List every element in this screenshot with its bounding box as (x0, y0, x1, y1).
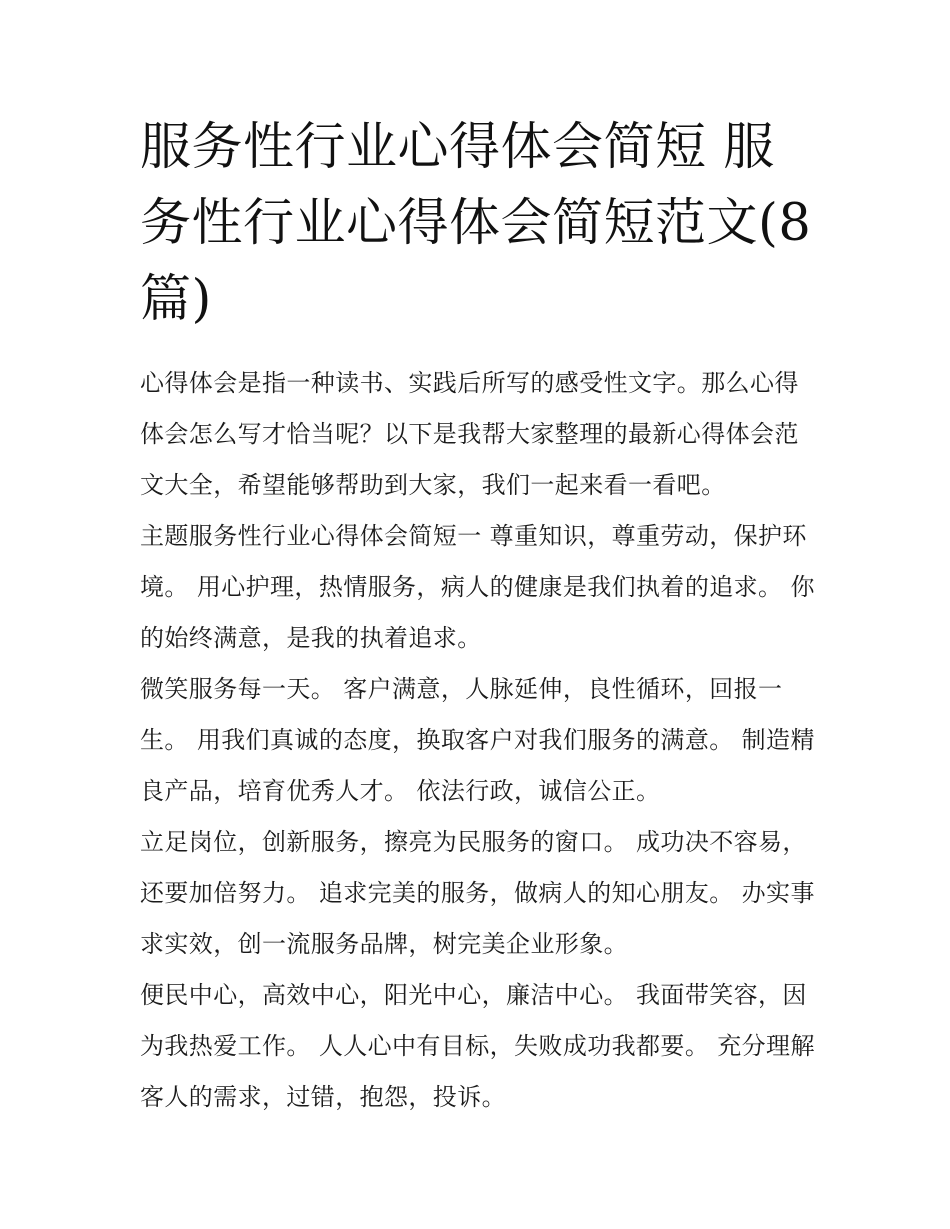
paragraph-1: 主题服务性行业心得体会简短一 尊重知识，尊重劳动，保护环境。 用心护理，热情服务，病人的健康是我们执着的追求。 你的始终满意，是我的执着追求。 (140, 522, 815, 652)
document-body (140, 358, 820, 1123)
document-content (140, 110, 820, 1123)
paragraph-3: 立足岗位，创新服务，擦亮为民服务的窗口。 成功决不容易，还要加倍努力。 追求完美的服务，做病人的知心朋友。 办实事求实效，创一流服务品牌，树完美企业形象。 (140, 828, 815, 958)
document-title: 服务性行业心得体会简短 服务性行业心得体会简短范文(8篇) (140, 118, 812, 329)
paragraph-4: 便民中心，高效中心，阳光中心，廉洁中心。 我面带笑容，因为我热爱工作。 人人心中有目标，失败成功我都要。 充分理解客人的需求，过错，抱怨，投诉。 (140, 981, 815, 1111)
paragraph-intro: 心得体会是指一种读书、实践后所写的感受性文字。那么心得体会怎么写才恰当呢？以下是我帮大家整理的最新心得体会范文大全，希望能够帮助到大家，我们一起来看一看吧。 (140, 369, 799, 499)
paragraph-2: 微笑服务每一天。 客户满意，人脉延伸，良性循环，回报一生。 用我们真诚的态度，换取客户对我们服务的满意。 制造精良产品，培育优秀人才。 依法行政，诚信公正。 (140, 675, 815, 805)
